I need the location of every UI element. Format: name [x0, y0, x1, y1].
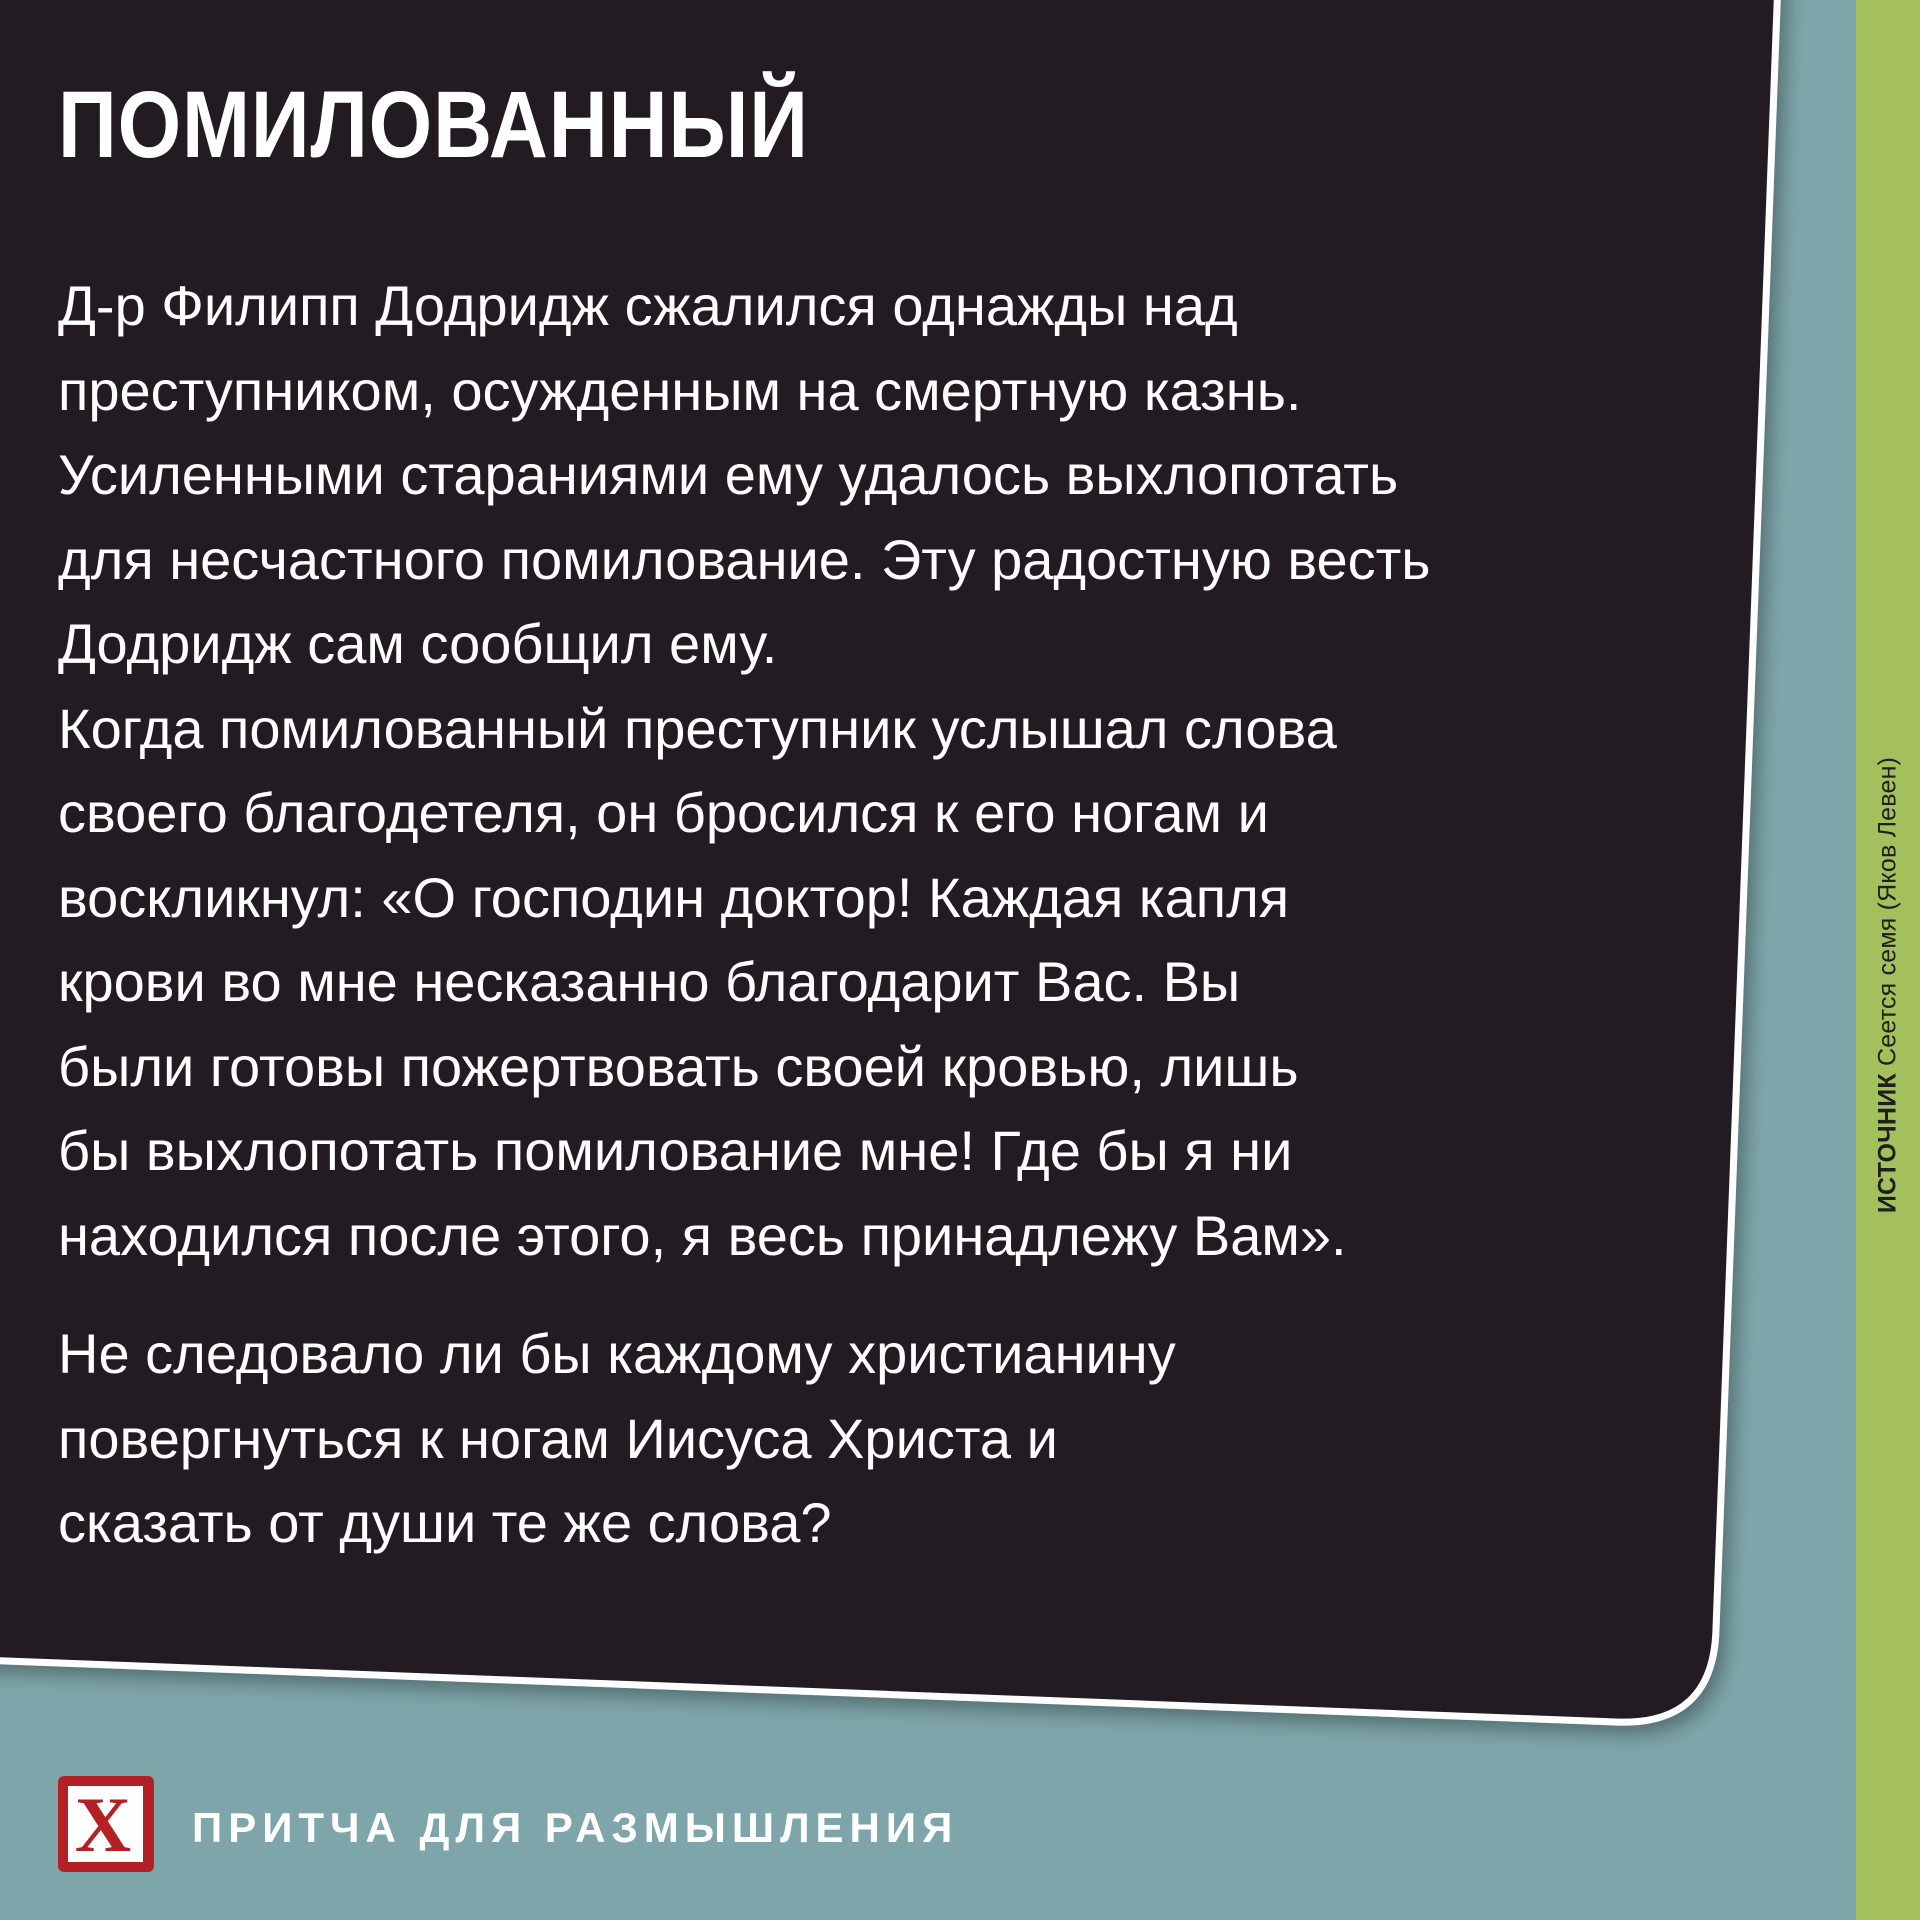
text-line: находился после этого, я весь принадлежу Вам». [58, 1203, 1347, 1267]
text-line: сказать от души те же слова? [58, 1491, 832, 1554]
page-title: ПОМИЛОВАННЫЙ [58, 72, 809, 178]
text-line: воскликнул: «О господин доктор! Каждая капля [58, 865, 1290, 929]
text-line: бы выхлопотать помилование мне! Где бы я ни [58, 1119, 1293, 1182]
text-line: Усиленными стараниями ему удалось выхлопотать [58, 443, 1399, 506]
text-line: крови во мне несказанно благодарит Вас. Вы [58, 950, 1241, 1013]
text-line: Когда помилованный преступник услышал слова [58, 696, 1337, 760]
story-paragraph-2 [58, 1312, 1698, 1566]
text-line: повергнуться к ногам Иисуса Христа и [58, 1406, 1058, 1470]
paragraph-gap [58, 1278, 1698, 1312]
logo [58, 1776, 154, 1872]
text-line: преступником, осужденным на смертную казнь. [58, 358, 1302, 422]
text-line: Не следовало ли бы каждому христианину [58, 1322, 1176, 1385]
logo-page [68, 1781, 138, 1868]
story-text [58, 264, 1698, 1566]
logo-page-edge [138, 1786, 143, 1862]
source-text [1874, 757, 1903, 1213]
text-line: Д-р Филипп Додридж сжалился однажды над [58, 274, 1238, 337]
source-value: Сеется семя (Яков Левен) [1873, 756, 1902, 1067]
footer-label: ПРИТЧА ДЛЯ РАЗМЫШЛЕНИЯ [192, 1804, 959, 1851]
text-line: Додридж сам сообщил ему. [58, 612, 778, 675]
source-label: ИСТОЧНИК [1873, 1073, 1902, 1214]
story-paragraph-1 [58, 264, 1698, 1278]
text-line: были готовы пожертвовать своей кровью, лишь [58, 1034, 1299, 1098]
text-line: своего благодетеля, он бросился к его ногам и [58, 781, 1269, 844]
logo-x-icon: X [74, 1781, 132, 1868]
text-line: для несчастного помилование. Эту радостную весть [58, 527, 1431, 591]
